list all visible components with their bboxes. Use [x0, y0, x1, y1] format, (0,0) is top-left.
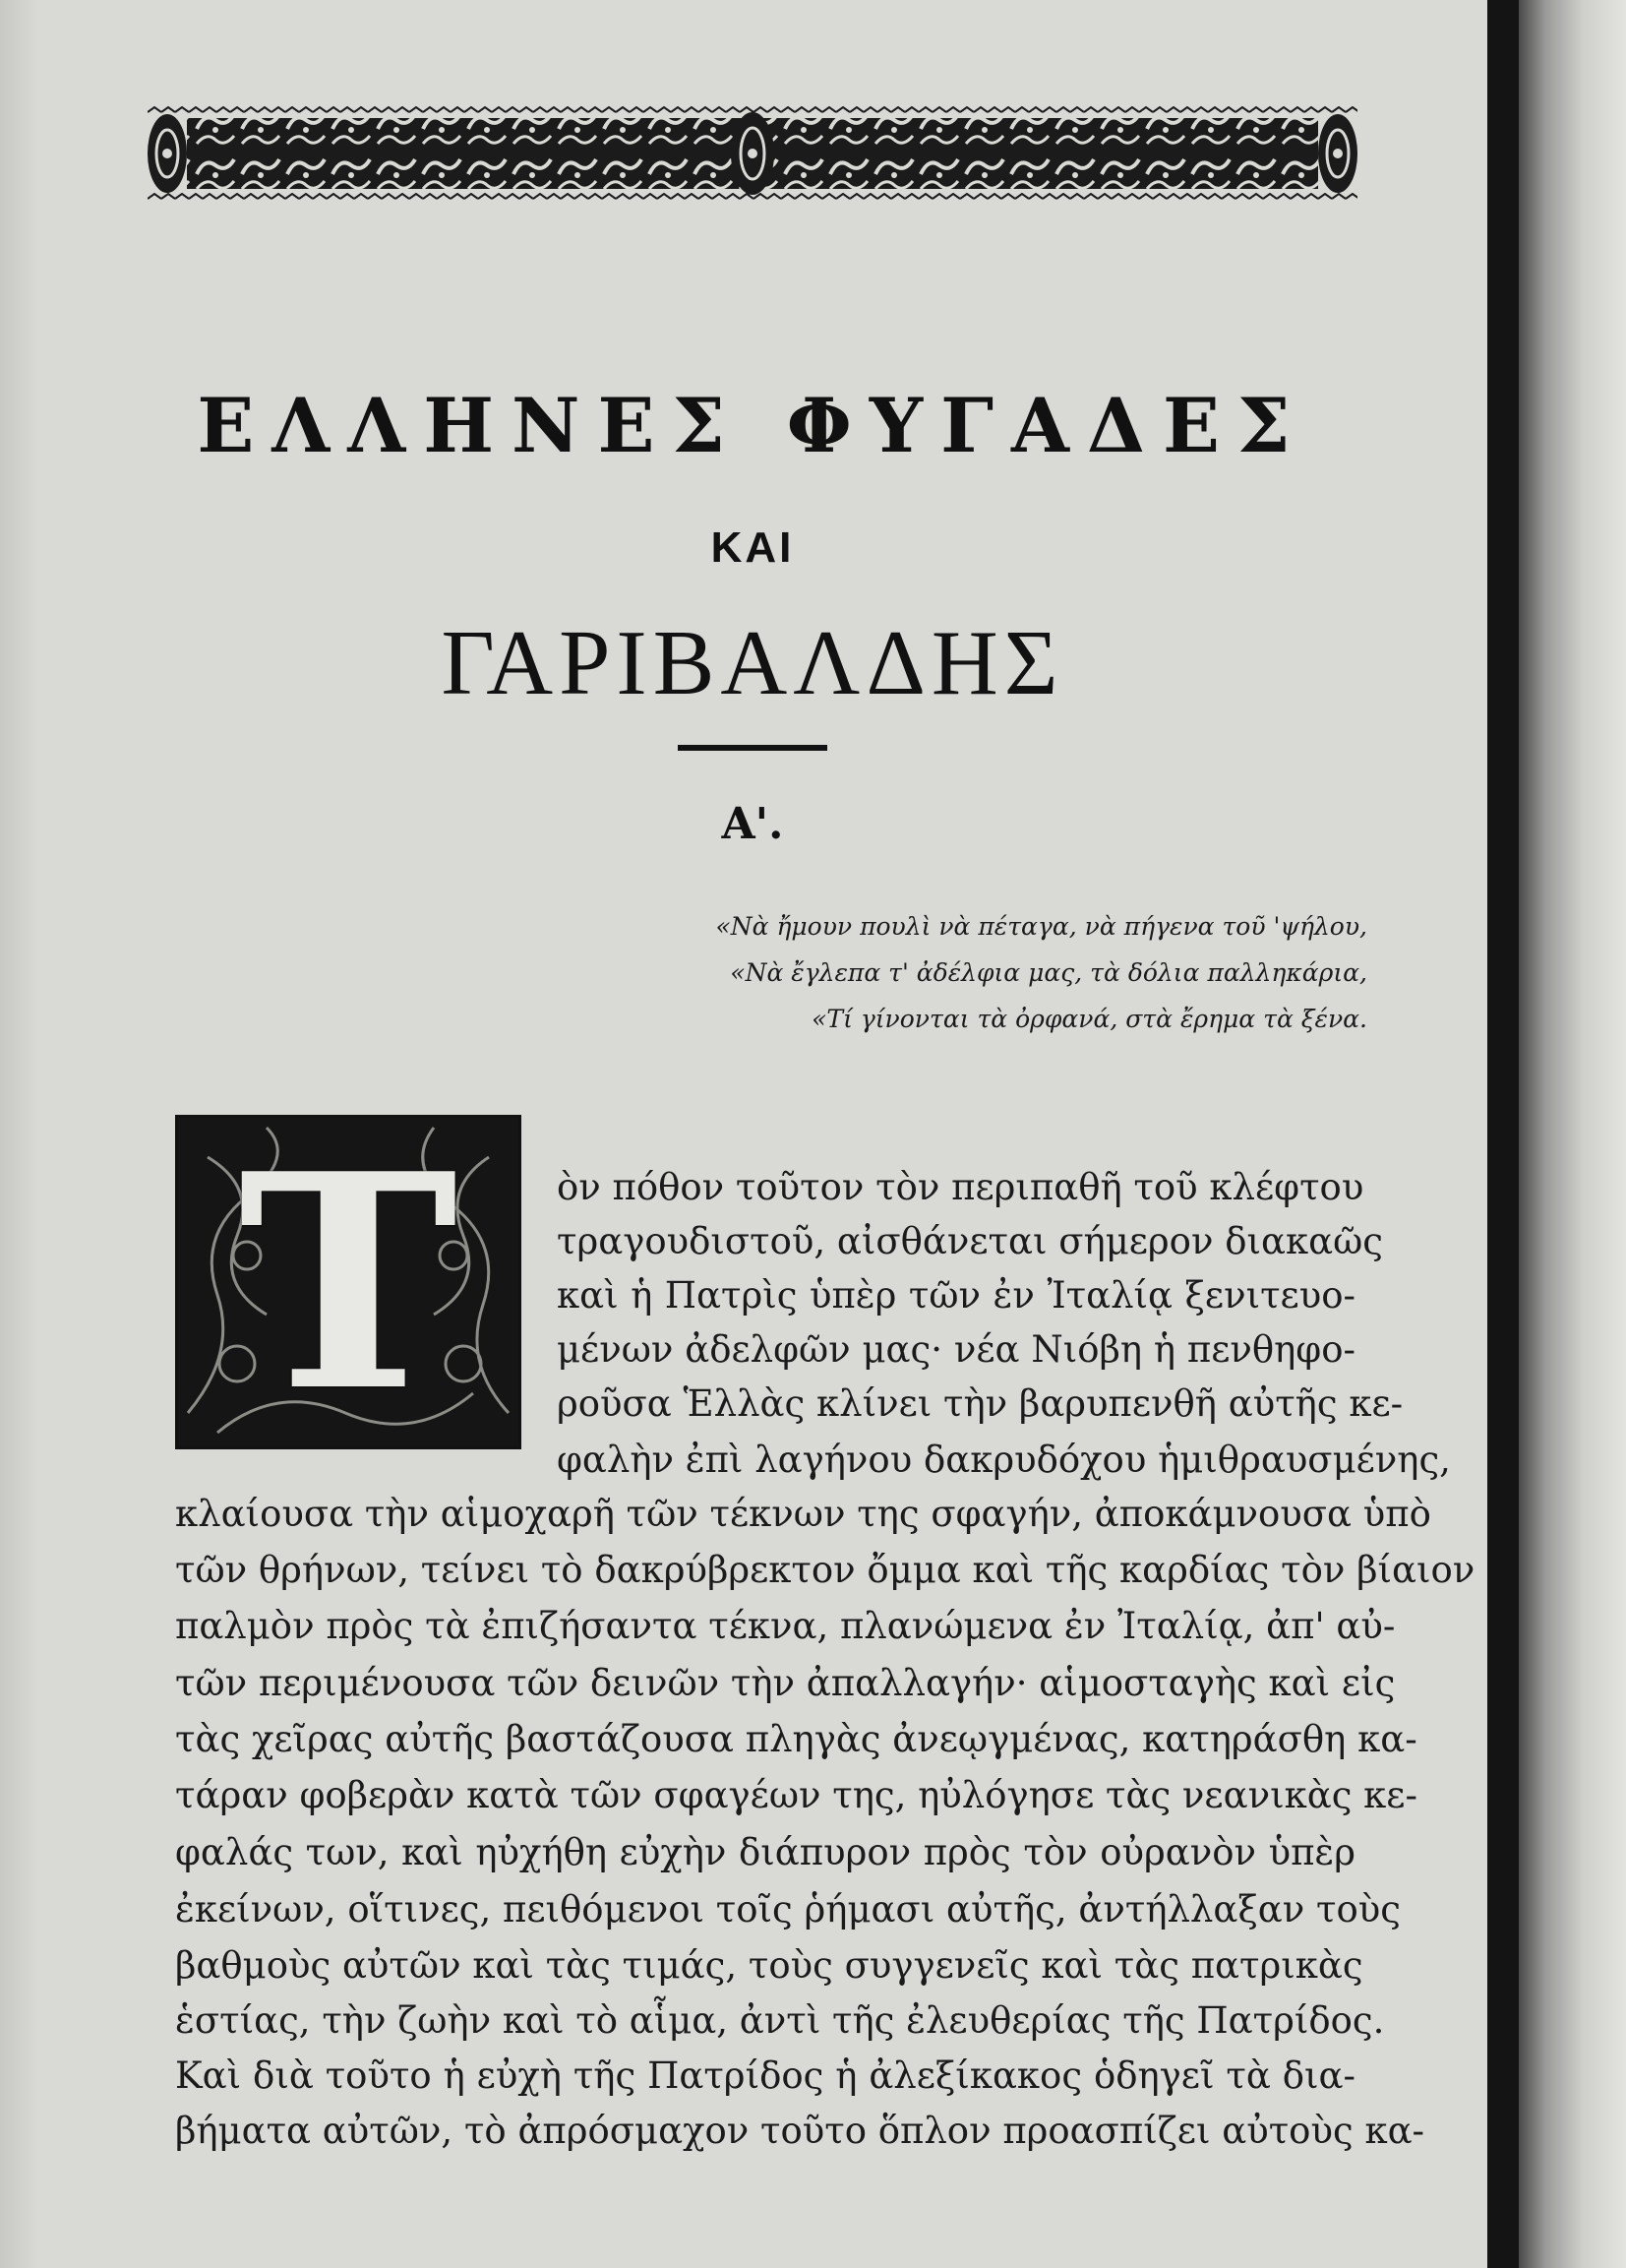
body-line: μένων ἀδελφῶν μας· νέα Νιόβη ἡ πενθηφο- — [557, 1328, 1355, 1371]
body-line: Καὶ διὰ τοῦτο ἡ εὐχὴ τῆς Πατρίδος ἡ ἀλεξίκακος ὁδηγεῖ τὰ δια- — [175, 2054, 1355, 2097]
page-subtitle: ΓΑΡΙΒΑΛΔΗΣ — [441, 612, 1064, 714]
section-number: Α'. — [721, 799, 784, 849]
body-line: τὰς χεῖρας αὐτῆς βαστάζουσα πληγὰς ἀνεῳγμένας, κατηράσθη κα- — [175, 1718, 1417, 1760]
body-line: ἐκείνων, οἵτινες, πειθόμενοι τοῖς ῥήμασι αὐτῆς, ἀντήλλαξαν τοὺς — [175, 1888, 1401, 1931]
rosette-left-icon — [148, 114, 187, 193]
body-line: βαθμοὺς αὐτῶν καὶ τὰς τιμάς, τοὺς συγγενεῖς καὶ τὰς πατρικὰς — [175, 1944, 1363, 1987]
body-line: τραγουδιστοῦ, αἰσθάνεται σήμερον διακαῶς — [557, 1220, 1383, 1262]
body-line: φαλὴν ἐπὶ λαγήνου δακρυδόχου ἡμιθραυσμένης, — [557, 1439, 1451, 1481]
body-line: καὶ ἡ Πατρὶς ὑπὲρ τῶν ἐν Ἰταλίᾳ ξενιτευο- — [557, 1274, 1355, 1317]
title-divider — [678, 745, 827, 751]
body-line: φαλάς των, καὶ ηὐχήθη εὐχὴν διάπυρον πρὸς τὸν οὐρανὸν ὑπὲρ — [175, 1831, 1355, 1873]
body-line: τάραν φοβερὰν κατὰ τῶν σφαγέων της, ηὐλόγησε τὰς νεανικὰς κε- — [175, 1774, 1417, 1816]
body-line: κλαίουσα τὴν αἱμοχαρῆ τῶν τέκνων της σφαγήν, ἀποκάμνουσα ὑπὸ — [175, 1493, 1431, 1535]
body-line: ὸν πόθον τοῦτον τὸν περιπαθῆ τοῦ κλέφτου — [557, 1166, 1364, 1208]
next-page-edge — [1519, 0, 1626, 2268]
body-line: τῶν περιμένουσα τῶν δεινῶν τὴν ἀπαλλαγήν· αἱμοσταγὴς καὶ εἰς — [175, 1662, 1396, 1704]
epigraph-line: «Νὰ ἤμουν πουλὶ νὰ πέταγα, νὰ πήγενα τοῦ 'ψήλου, — [715, 912, 1367, 941]
body-line: ροῦσα Ἑλλὰς κλίνει τὴν βαρυπενθῆ αὐτῆς κε- — [557, 1382, 1404, 1425]
epigraph-line: «Νὰ ἔγλεπα τ' ἀδέλφια μας, τὰ δόλια παλληκάρια, — [730, 958, 1367, 987]
page-title: ΕΛΛΗΝΕΣ ΦΥΓΑΔΕΣ — [197, 382, 1308, 469]
body-line: τῶν θρήνων, τείνει τὸ δακρύβρεκτον ὄμμα καὶ τῆς καρδίας τὸν βίαιον — [175, 1549, 1475, 1591]
book-binding — [1487, 0, 1519, 2268]
rosette-right-icon — [1318, 114, 1357, 193]
drop-cap — [175, 1108, 521, 1456]
epigraph — [590, 903, 1367, 1042]
body-line: βήματα αὐτῶν, τὸ ἀπρόσμαχον τοῦτο ὅπλον προασπίζει αὐτοὺς κα- — [175, 2110, 1425, 2152]
rosette-center-icon — [731, 112, 774, 195]
body-line: ἑστίας, τὴν ζωὴν καὶ τὸ αἷμα, ἀντὶ τῆς ἐλευθερίας τῆς Πατρίδος. — [175, 1999, 1385, 2042]
body-line: παλμὸν πρὸς τὰ ἐπιζήσαντα τέκνα, πλανώμενα ἐν Ἰταλίᾳ, ἀπ' αὐ- — [175, 1605, 1396, 1647]
drop-cap-letter: Τ — [238, 1108, 458, 1456]
header-ornament — [148, 106, 1357, 201]
epigraph-line: «Τί γίνονται τὰ ὀρφανά, στὰ ἔρημα τὰ ξένα. — [812, 1005, 1367, 1033]
page-shadow-left — [0, 0, 39, 2268]
title-conjunction: ΚΑΙ — [710, 523, 795, 572]
